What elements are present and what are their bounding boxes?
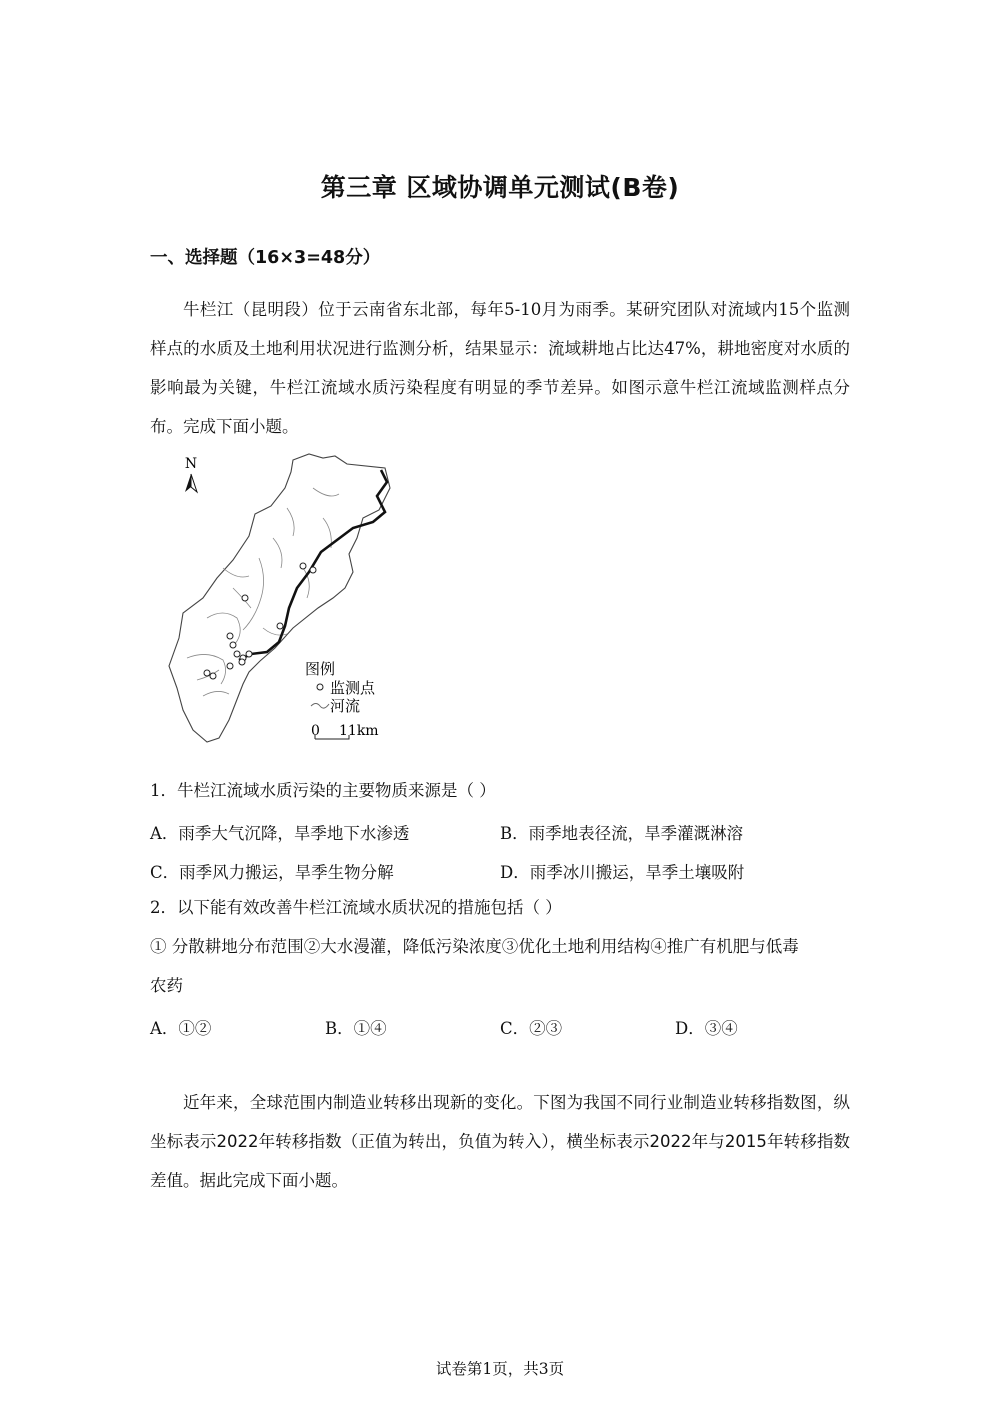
question-2-option-d[interactable]: D．③④	[675, 1019, 738, 1038]
north-label: N	[184, 456, 198, 472]
page-footer: 试卷第1页，共3页	[435, 1360, 565, 1378]
question-1-option-b[interactable]: B．雨季地表径流，旱季灌溉淋溶	[500, 824, 744, 843]
legend-title: 图例	[305, 660, 336, 678]
legend-river-label: 河流	[330, 697, 361, 715]
question-2-option-b[interactable]: B．①④	[325, 1019, 387, 1038]
monitoring-point	[210, 673, 216, 679]
monitoring-point	[227, 663, 233, 669]
page-title: 第三章 区域协调单元测试(B卷)	[320, 173, 680, 202]
monitoring-point	[246, 651, 252, 657]
legend-point-label: 监测点	[330, 679, 376, 697]
monitoring-point	[242, 595, 248, 601]
question-2-option-c[interactable]: C．②③	[500, 1019, 563, 1038]
passage-niulan-river: 牛栏江（昆明段）位于云南省东北部，每年5-10月为雨季。某研究团队对流域内15个监测样点的水质及土地利用状况进行监测分析，结果显示：流域耕地占比达47%，耕地密度对水质的影响最为关键，牛栏江流域水质污染程度有明显的季节差异。如图示意牛栏江流域监测样点分布。完成下面小题。	[150, 300, 850, 436]
question-2-stem: 2．以下能有效改善牛栏江流域水质状况的措施包括（ ）	[150, 898, 562, 917]
north-arrow-icon	[185, 474, 191, 492]
legend-point-icon	[317, 684, 323, 690]
passage-manufacturing-transfer: 近年来，全球范围内制造业转移出现新的变化。下图为我国不同行业制造业转移指数图，纵坐标表示2022年转移指数（正值为转出，负值为转入），横坐标表示2022年与2015年转移指数差值。据此完成下面小题。	[150, 1093, 850, 1190]
monitoring-point	[230, 642, 236, 648]
monitoring-point	[277, 623, 283, 629]
question-2-option-a[interactable]: A．①②	[150, 1019, 212, 1038]
question-1-option-c[interactable]: C．雨季风力搬运，旱季生物分解	[150, 863, 394, 882]
question-1-option-a[interactable]: A．雨季大气沉降，旱季地下水渗透	[150, 824, 410, 843]
watershed-map	[163, 448, 403, 748]
question-2-items-continued: 农药	[150, 976, 183, 995]
section-heading-multiple-choice: 一、选择题（16×3=48分）	[150, 248, 381, 268]
monitoring-point	[234, 651, 240, 657]
scale-value: 11km	[339, 723, 379, 739]
question-1-option-d[interactable]: D．雨季冰川搬运，旱季土壤吸附	[500, 863, 745, 882]
scale-zero: 0	[311, 723, 320, 739]
monitoring-point	[300, 563, 306, 569]
monitoring-point	[239, 659, 245, 665]
monitoring-point	[227, 633, 233, 639]
monitoring-point	[310, 567, 316, 573]
monitoring-point	[204, 670, 210, 676]
question-2-items: ① 分散耕地分布范围②大水漫灌，降低污染浓度③优化土地利用结构④推广有机肥与低毒	[150, 937, 799, 956]
question-1-stem: 1．牛栏江流域水质污染的主要物质来源是（ ）	[150, 781, 496, 800]
legend-river-icon	[311, 704, 329, 709]
